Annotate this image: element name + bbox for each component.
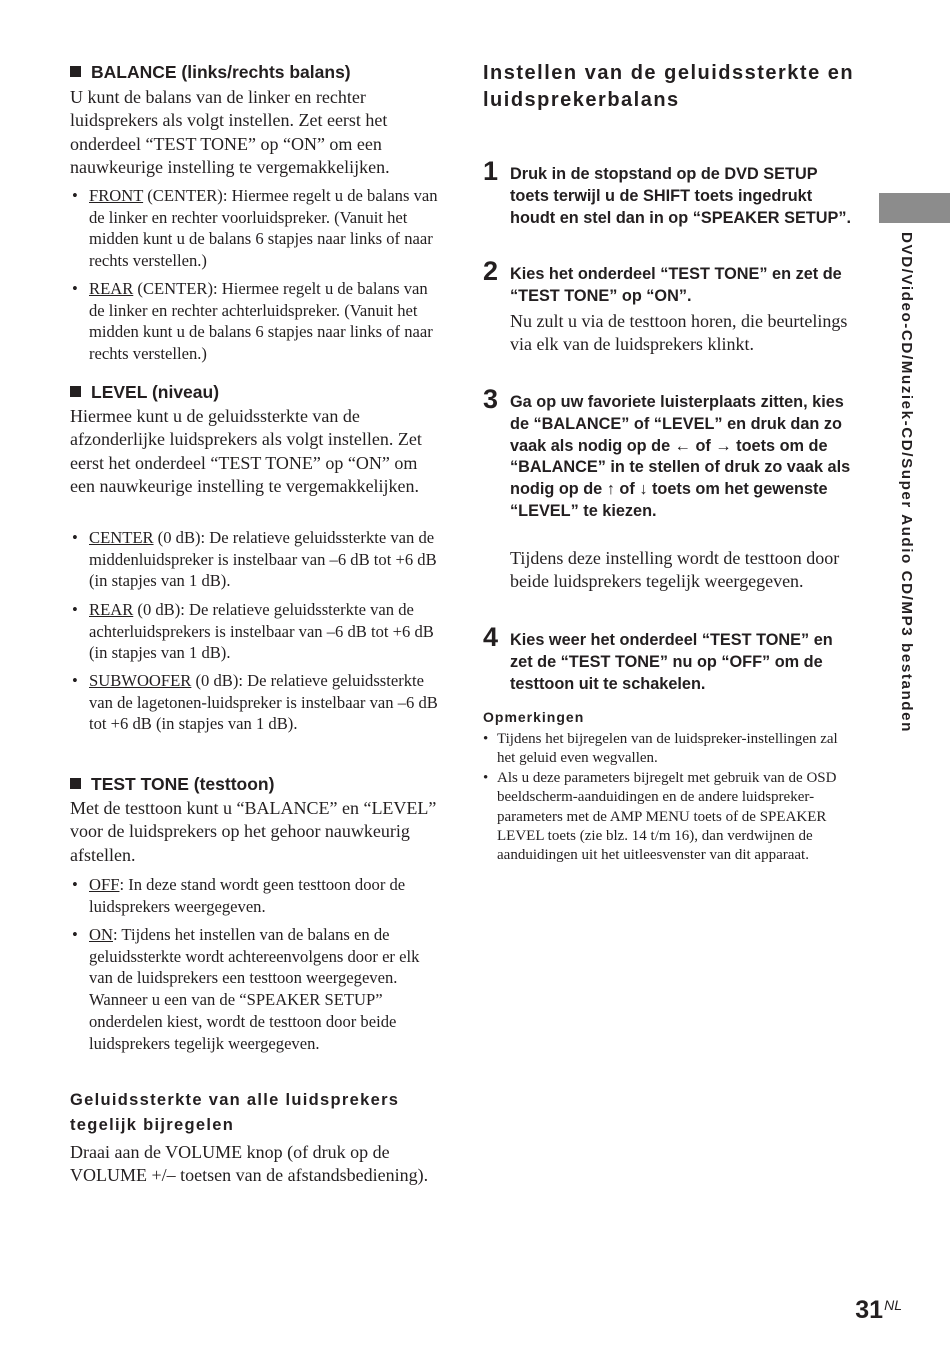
step-2-text: Kies het onderdeel “TEST TONE” en zet de “TEST TONE” op “ON”. bbox=[510, 265, 842, 305]
step-4-text: Kies weer het onderdeel “TEST TONE” en zet de “TEST TONE” nu op “OFF” om de testtoon uit te schakelen. bbox=[510, 631, 833, 693]
level-heading: LEVEL (niveau) bbox=[70, 381, 219, 403]
balance-item-front: • FRONT (CENTER): Hiermee regelt u de balans van de linker en rechter voorluidspreker. (Vanuit het midden kunt u de balans 6 stapjes naar links of naar rechts verstellen.) bbox=[72, 186, 438, 271]
right-arrow-icon: → bbox=[715, 436, 732, 455]
note-item: • Als u deze parameters bijregelt met gebruik van de OSD beeldscherm-aanduidingen en de andere luidspreker-parameters met de AMP MENU toets of de SPEAKER LEVEL toets (zie blz. 14 t/m 16), dan verdwijnen de aanduidingen uit het uitleesvenster van dit apparaat. bbox=[483, 770, 837, 864]
volume-heading: Geluidssterkte van alle luidsprekers tegelijk bijregelen bbox=[70, 1091, 400, 1134]
test-tone-item-off: • OFF: In deze stand wordt geen testtoon door de luidsprekers weergegeven. bbox=[72, 875, 406, 916]
step-1-text: Druk in de stopstand op de DVD SETUP toets terwijl u de SHIFT toets ingedrukt houdt en stel dan in op “SPEAKER SETUP”. bbox=[510, 165, 852, 227]
step-number-2: 2 bbox=[483, 256, 499, 286]
page-number: 31NL bbox=[855, 1296, 902, 1324]
balance-item-rear: • REAR (CENTER): Hiermee regelt u de balans van de linker en rechter achterluidspreker. (Vanuit het midden kunt u de balans 6 stapjes naar links of naar rechts verstellen.) bbox=[72, 279, 433, 364]
square-bullet-icon bbox=[70, 386, 81, 397]
down-arrow-icon: ↓ bbox=[639, 480, 648, 499]
balance-intro: U kunt de balans van de linker en rechter luidsprekers als volgt instellen. Zet eerst het onderdeel “TEST TONE” op “ON” om een nauwkeurige instelling te vergemakkelijken. bbox=[70, 87, 390, 177]
left-arrow-icon: ← bbox=[674, 436, 691, 455]
test-tone-item-on: • ON: Tijdens het instellen van de balans en de geluidssterkte wordt achtereenvolgens door er elk van de luidsprekers een testtoon weergegeven. Wanneer u een van de “SPEAKER SETUP” onderdelen kiest, wordt de testtoon door beide luidsprekers tegelijk weergegeven. bbox=[72, 925, 420, 1053]
test-tone-intro: Met de testtoon kunt u “BALANCE” en “LEVEL” voor de luidsprekers op het gehoor nauwkeurig afstellen. bbox=[70, 798, 437, 865]
level-item-rear: • REAR (0 dB): De relatieve geluidssterkte van de achterluidsprekers is instelbaar van –6 dB tot +6 dB (in stapjes van 1 dB). bbox=[72, 600, 434, 663]
step-number-4: 4 bbox=[483, 622, 499, 652]
step-number-3: 3 bbox=[483, 384, 499, 414]
level-item-subwoofer: • SUBWOOFER (0 dB): De relatieve geluidssterkte van de lagetonen-luidspreker is instelbaar van –6 dB tot +6 dB (in stapjes van 1 dB). bbox=[72, 671, 438, 734]
step-3-body: Tijdens deze instelling wordt de testtoon door beide luidsprekers tegelijk weergegeven. bbox=[510, 548, 840, 591]
square-bullet-icon bbox=[70, 66, 81, 77]
side-tab-text: DVD/Video-CD/Muziek-CD/Super Audio CD/MP3 bestanden bbox=[898, 232, 915, 733]
test-tone-heading: TEST TONE (testtoon) bbox=[70, 773, 274, 795]
step-number-1: 1 bbox=[483, 156, 499, 186]
up-arrow-icon: ↑ bbox=[606, 480, 615, 499]
level-item-center: • CENTER (0 dB): De relatieve geluidssterkte van de middenluidspreker is instelbaar van –6 dB tot +6 dB (in stapjes van 1 dB). bbox=[72, 528, 437, 591]
balance-heading: BALANCE (links/rechts balans) bbox=[70, 61, 351, 83]
step-3-text: Ga op uw favoriete luisterplaats zitten, kies de “BALANCE” of “LEVEL” en druk dan zo vaak als nodig op de ← of → toets om de “BALANCE” in te stellen of druk zo vaak als nodig op de ↑ of ↓ toets om het gewenste “LEVEL” te kiezen. bbox=[510, 393, 851, 520]
step-2-body: Nu zult u via de testtoon horen, die beurtelings via elk van de luidsprekers klinkt. bbox=[510, 311, 848, 354]
section-tab-marker bbox=[879, 193, 950, 223]
notes-heading: Opmerkingen bbox=[483, 709, 585, 725]
level-intro: Hiermee kunt u de geluidssterkte van de afzonderlijke luidsprekers als volgt instellen. Zet eerst het onderdeel “TEST TONE” op “ON” om een nauwkeurige instelling te vergemakkelijken. bbox=[70, 406, 422, 496]
square-bullet-icon bbox=[70, 778, 81, 789]
section-title: Instellen van de geluidssterkte en luidsprekerbalans bbox=[483, 62, 855, 111]
volume-text: Draai aan de VOLUME knop (of druk op de VOLUME +/– toetsen van de afstandsbediening). bbox=[70, 1142, 429, 1186]
note-item: • Tijdens het bijregelen van de luidspreker-instellingen zal het geluid even wegvallen. bbox=[483, 731, 838, 767]
